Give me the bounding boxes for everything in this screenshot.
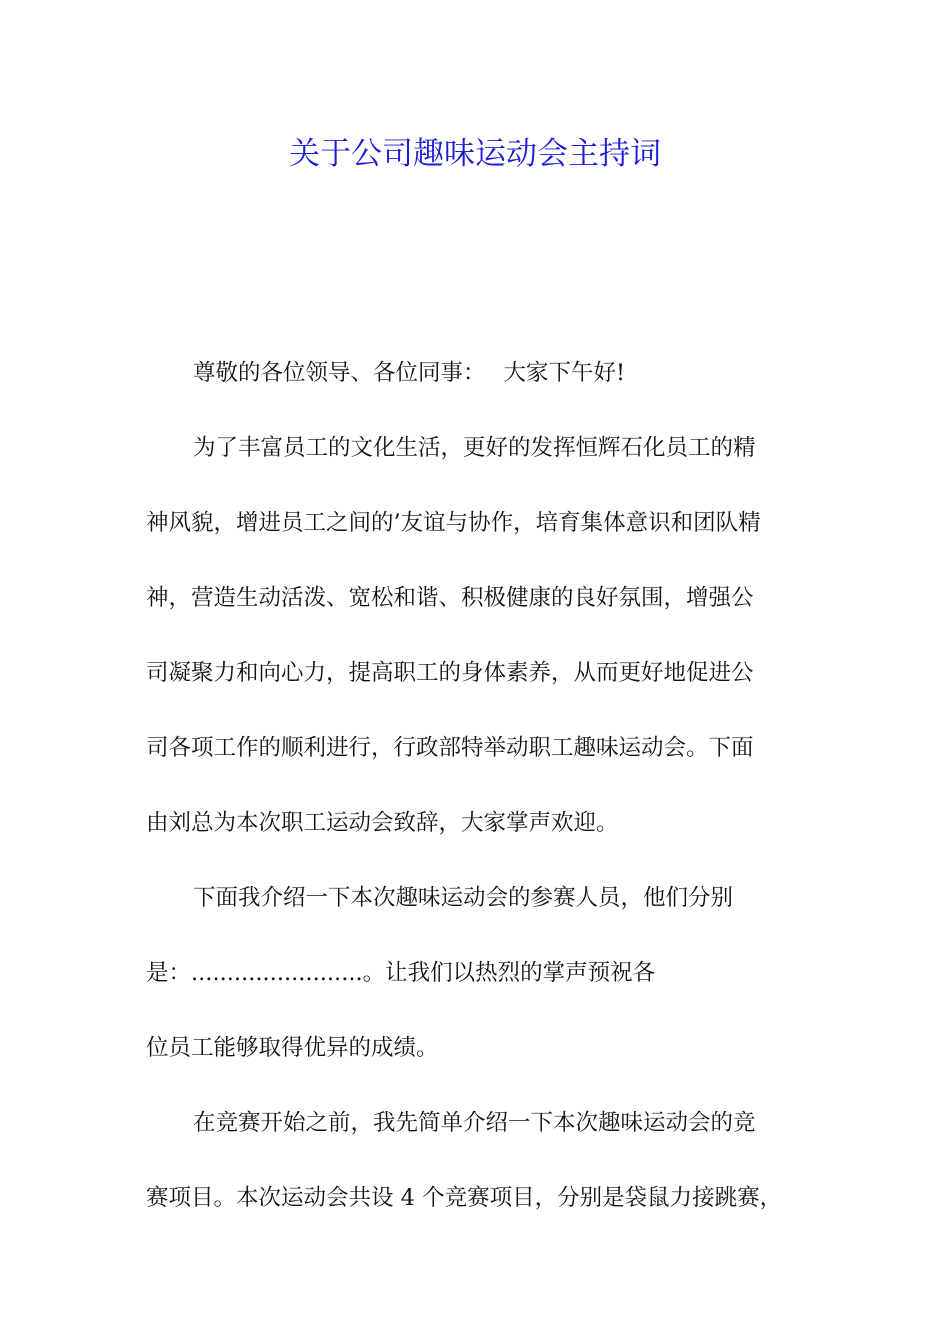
paragraph-line: 司凝聚力和向心力，提高职工的身体素养，从而更好地促进公 [146, 660, 754, 686]
greeting-hello: 大家下午好! [503, 360, 626, 386]
paragraph-line: 神风貌，增进员工之间的’友谊与协作，培育集体意识和团队精 [146, 510, 761, 536]
paragraph-line [146, 336, 810, 411]
paragraph-line: 神，营造生动活泼、宽松和谐、积极健康的良好氛围，增强公 [146, 585, 754, 611]
intro-paragraph [146, 411, 810, 861]
greeting-salutation: 尊敬的各位领导、各位同事： [193, 360, 486, 386]
events-paragraph [146, 1086, 810, 1236]
paragraph-line: 下面我介绍一下本次趣味运动会的参赛人员，他们分别 [193, 885, 734, 911]
paragraph-line: 在竞赛开始之前，我先简单介绍一下本次趣味运动会的竞 [193, 1110, 756, 1136]
participants-paragraph [146, 861, 810, 1086]
paragraph-line: 是：........................。让我们以热烈的掌声预祝各 [146, 960, 656, 986]
paragraph-line: 为了丰富员工的文化生活，更好的发挥恒辉石化员工的精 [193, 435, 756, 461]
document-title: 关于公司趣味运动会主持词 [289, 136, 661, 172]
paragraph-line: 由刘总为本次职工运动会致辞，大家掌声欢迎。 [146, 810, 619, 836]
document-body [146, 336, 810, 1236]
paragraph-line: 赛项目。本次运动会共设 4 个竞赛项目，分别是袋鼠力接跳赛， [146, 1185, 783, 1211]
paragraph-line: 位员工能够取得优异的成绩。 [146, 1035, 439, 1061]
paragraph-line: 司各项工作的顺利进行，行政部特举动职工趣味运动会。下面 [146, 735, 754, 761]
greeting-paragraph [146, 336, 810, 411]
